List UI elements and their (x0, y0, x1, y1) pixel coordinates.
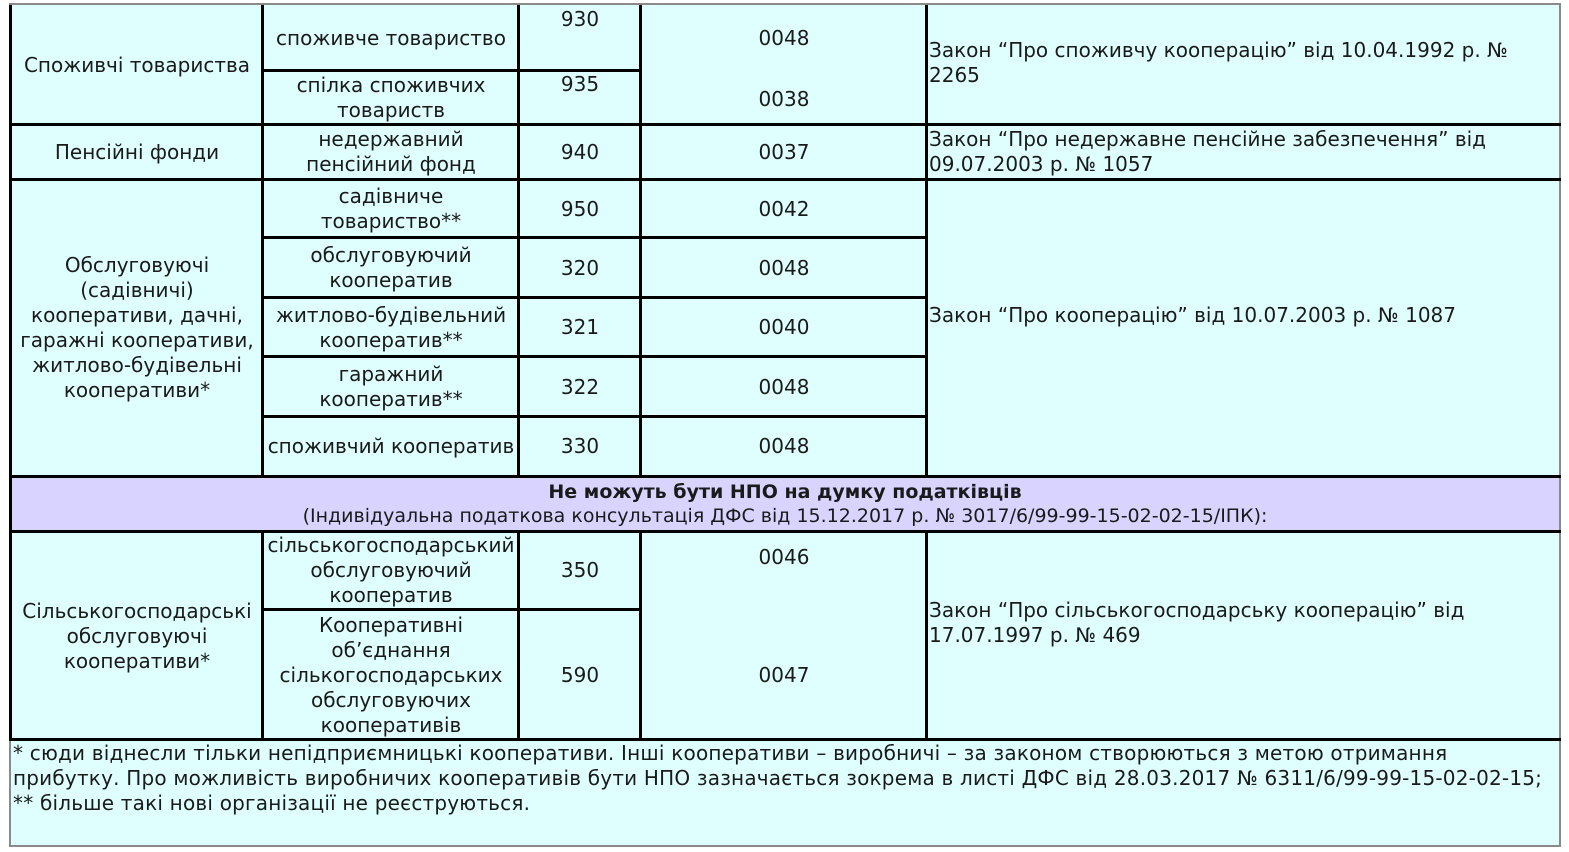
grid-line (262, 69, 640, 72)
type-consumer-cooperative: споживчий кооператив (267, 434, 515, 458)
grid-line (262, 355, 928, 358)
grid-line (262, 608, 640, 611)
law-agri-cooperation: Закон “Про сільськогосподарську кооперацію” від 17.07.1997 р. № 469 (929, 598, 1465, 647)
npo-0037: 0037 (758, 139, 810, 164)
footnote-1: * сюди віднесли тільки непідприємницькі кооперативи. Інші кооперативи – виробничі – за законом створюються з метою отримання прибутку. Про можливість виробничих кооперативів бути НПО зазначається зокрема в листі ДФС від 28.03.2017 № 6311/6/99-99-15-02-02-15; (13, 741, 1543, 790)
type-service-cooperative: обслуговуючий кооператив (310, 243, 472, 292)
code-350: 350 (560, 558, 600, 582)
law-cooperation: Закон “Про кооперацію” від 10.07.2003 р. № 1087 (929, 302, 1456, 327)
type-garage-cooperative: гаражний кооператив** (319, 362, 463, 411)
grid-line (517, 5, 520, 476)
group-agri-service-cooperatives: Сільськогосподарські обслуговуючі кооперативи* (22, 598, 252, 673)
type-nonstate-pension-fund: недержавний пенсійний фонд (306, 127, 476, 176)
type-cooperative-association: Кооперативні об’єднання сількогосподарських обслуговуючих кооперативів (279, 612, 503, 737)
grid-line (925, 531, 928, 740)
type-garden-society: садівниче товариство** (320, 184, 462, 233)
grid-line (262, 236, 928, 239)
grid-line (262, 415, 928, 418)
grid-line (9, 5, 12, 741)
grid-line (9, 475, 1561, 478)
npo-0048-c: 0048 (758, 374, 810, 399)
code-590: 590 (560, 662, 600, 687)
npo-0048-d: 0048 (758, 434, 810, 458)
type-consumer-society: споживче товариство (276, 26, 506, 50)
code-940: 940 (560, 139, 600, 164)
grid-line (261, 531, 264, 740)
grid-line (639, 5, 642, 476)
code-950: 950 (560, 196, 600, 221)
npo-0048-b: 0048 (758, 255, 810, 280)
band-subtitle: (Індивідуальна податкова консультація ДФС від 15.12.2017 р. № 3017/6/99-99-15-02-02-15/ІПК): (302, 505, 1268, 527)
code-321: 321 (560, 315, 600, 339)
code-330: 330 (560, 434, 600, 458)
npo-0047: 0047 (758, 662, 810, 687)
group-consumer-societies: Споживчі товариства (23, 52, 251, 77)
code-322: 322 (560, 374, 600, 399)
not-npo-band (11, 478, 1559, 530)
npo-0038: 0038 (758, 86, 810, 111)
footnotes (13, 741, 1558, 816)
grid-line (925, 5, 928, 476)
type-agri-service-cooperative: сільськогосподарський обслуговуючий кооператив (267, 533, 515, 607)
code-935: 935 (560, 72, 600, 96)
grid-line (262, 296, 928, 299)
grid-line (639, 531, 642, 740)
npo-0040: 0040 (758, 315, 810, 339)
grid-line (261, 5, 264, 476)
grid-line (9, 178, 1561, 181)
band-title: Не можуть бути НПО на думку податківців (548, 481, 1022, 503)
npo-0042: 0042 (758, 196, 810, 221)
code-320: 320 (560, 255, 600, 280)
law-consumer-cooperation: Закон “Про споживчу кооперацію” від 10.04.1992 р. № 2265 (929, 38, 1508, 87)
grid-line (9, 738, 1561, 741)
group-pension-funds: Пенсійні фонди (54, 139, 220, 164)
grid-line (9, 530, 1561, 533)
grid-line (9, 123, 1561, 126)
npo-0046: 0046 (758, 545, 810, 569)
law-nonstate-pension: Закон “Про недержавне пенсійне забезпечення” від 09.07.2003 р. № 1057 (929, 127, 1487, 176)
type-housing-cooperative: житлово-будівельний кооператив** (275, 302, 507, 352)
npo-0048-a: 0048 (758, 26, 810, 50)
code-930: 930 (560, 7, 600, 31)
type-consumer-union: спілка споживчих товариств (296, 73, 486, 122)
group-service-cooperatives: Обслуговуючі (садівничі) кооперативи, дачні, гаражні кооперативи, житлово-будівельні кооперативи* (20, 253, 254, 402)
footnote-2: ** більше такі нові організації не реєструються. (13, 791, 531, 815)
grid-line (517, 531, 520, 740)
